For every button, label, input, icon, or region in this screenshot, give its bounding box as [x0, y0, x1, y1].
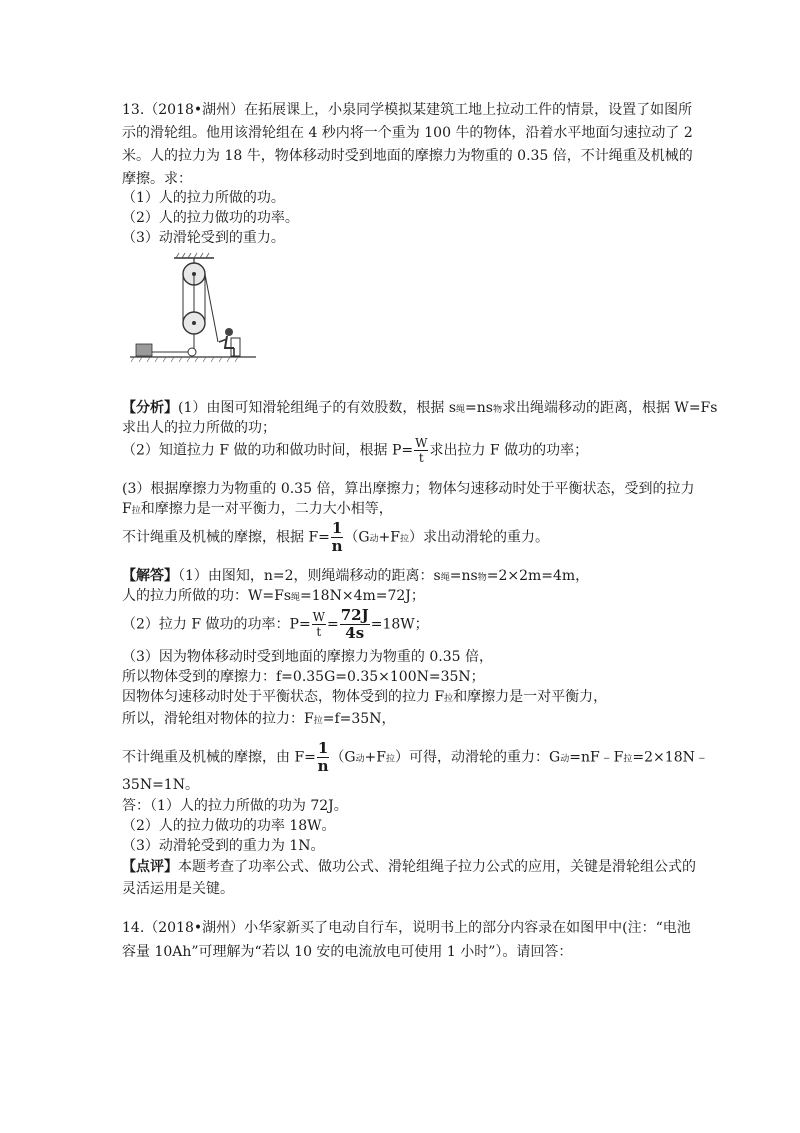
sol-frac-denominator-n: n: [317, 757, 329, 775]
solution-l3a: （2）拉力 F 做功的功率：P=: [122, 616, 311, 633]
answer-line-3: （3）动滑轮受到的重力为 1N。: [122, 838, 325, 854]
sol-frac-numerator-w: W: [312, 610, 326, 624]
comment-heading: 【点评】: [122, 859, 178, 875]
analysis-line-1: [122, 399, 717, 419]
sol-frac-numerator-1: 1: [317, 739, 329, 757]
solution-l1b: =ns: [449, 568, 478, 584]
q13-stem-line-4: 摩擦。求：: [122, 171, 192, 187]
comment-line-2: 灵活运用是关键。: [122, 881, 234, 897]
analysis-l6c: +F: [378, 529, 400, 546]
solution-line-7: [122, 710, 395, 730]
analysis-l1c: 求出绳端移动的距离，根据 W=Fs: [501, 400, 718, 416]
frac-denominator-n: n: [331, 537, 343, 555]
answer-line-1: 答：（1）人的拉力所做的功为 72J。: [122, 798, 348, 814]
analysis-line-4: (3）根据摩擦力为物重的 0.35 倍，算出摩擦力；物体匀速移动时处于平衡状态，受到的拉力: [122, 481, 695, 497]
solution-l8d: ）可得，动滑轮的重力：G: [395, 749, 561, 766]
analysis-line-6: [122, 521, 549, 554]
solution-line-8: [122, 741, 709, 774]
solution-l1a: （1）由图知，n=2，则绳端移动的距离：s: [178, 568, 441, 584]
solution-l1c: =2×2m=4m，: [486, 568, 590, 584]
q13-stem-line-1: 13.（2018•湖州）在拓展课上，小泉同学模拟某建筑工地上拉动工件的情景，设置了如图所: [122, 102, 693, 118]
solution-l8c: +F: [364, 749, 386, 766]
analysis-l1b: =ns: [465, 400, 493, 416]
solution-l3b: =18W；: [370, 616, 429, 633]
analysis-line-3: [122, 437, 588, 464]
sol-frac-denominator-t: t: [316, 625, 322, 639]
solution-heading: 【解答】: [122, 568, 178, 584]
q13-stem-line-3: 米。人的拉力为 18 牛，物体移动时受到地面的摩擦力为物重的 0.35 倍，不计绳重及机械的: [122, 148, 693, 164]
analysis-l5b: 和摩擦力是一对平衡力，二力大小相等，: [140, 501, 393, 517]
solution-l8f: =2×18N﹣: [632, 749, 709, 766]
solution-fraction-w-t: [312, 611, 326, 638]
analysis-line-2: 求出人的拉力所做的功；: [122, 420, 276, 436]
solution-sub-rope: 绳: [440, 573, 450, 583]
solution-sub-pull-2: 拉: [313, 716, 323, 726]
analysis-line-5: [122, 500, 393, 520]
pulley-system-figure: [130, 252, 256, 380]
frac-denominator-4s: 4s: [345, 624, 365, 642]
q13-question-2: （2）人的拉力做功的功率。: [122, 210, 299, 226]
solution-l6a: 因物体匀速移动时处于平衡状态，物体受到的拉力 F: [122, 689, 445, 705]
analysis-l6a: 不计绳重及机械的摩擦，根据 F=: [122, 529, 330, 546]
q14-stem-line-2: 容量 10Ah”可理解为“若以 10 安的电流放电可使用 1 小时”）。请回答：: [122, 944, 573, 960]
q14-stem-line-1: 14.（2018•湖州）小华家新买了电动自行车，说明书上的部分内容录在如图甲中(注：“电池: [122, 920, 691, 936]
frac-denominator-t: t: [418, 451, 424, 465]
analysis-sub-pull: 拉: [131, 506, 141, 516]
analysis-heading: 【分析】: [122, 400, 178, 416]
solution-sub-pull-3: 拉: [386, 754, 396, 765]
analysis-sub-dyn: 动: [369, 534, 379, 545]
analysis-l6d: ）求出动滑轮的重力。: [409, 529, 550, 546]
frac-numerator-w: W: [415, 436, 428, 450]
solution-line-4: （3）因为物体移动时受到地面的摩擦力为物重的 0.35 倍，: [122, 649, 493, 665]
solution-fraction-1-n: [317, 741, 329, 774]
solution-l7a: 所以，滑轮组对物体的拉力：F: [122, 711, 314, 727]
solution-line-9: 35N=1N。: [122, 777, 199, 793]
solution-sub-dyn-2: 动: [560, 754, 570, 765]
solution-sub-obj: 物: [477, 573, 487, 583]
solution-line-3: [122, 608, 429, 641]
analysis-sub-rope: 绳: [456, 405, 466, 415]
analysis-sub-pull-2: 拉: [400, 534, 410, 545]
q13-question-3: （3）动滑轮受到的重力。: [122, 230, 285, 246]
analysis-fraction-1-n: [331, 521, 343, 554]
solution-line-6: [122, 688, 607, 708]
analysis-l6b: （G: [344, 529, 370, 546]
solution-sub-rope-2: 绳: [291, 593, 301, 603]
q13-question-1: （1）人的拉力所做的功。: [122, 190, 285, 206]
solution-sub-dyn: 动: [355, 754, 365, 765]
solution-line-1: [122, 567, 589, 587]
q13-stem-line-2: 示的滑轮组。他用该滑轮组在 4 秒内将一个重为 100 牛的物体，沿着水平地面匀速拉动了 2: [122, 125, 693, 141]
analysis-sub-obj: 物: [492, 405, 502, 415]
comment-l1: 本题考查了功率公式、做功公式、滑轮组绳子拉力公式的应用，关键是滑轮组公式的: [178, 859, 696, 875]
analysis-l1a: (1）由图可知滑轮组绳子的有效股数，根据 s: [178, 400, 457, 416]
solution-line-5: 所以物体受到的摩擦力：f=0.35G=0.35×100N=35N；: [122, 669, 485, 685]
comment-line-1: [122, 858, 696, 876]
solution-l8e: =nF﹣F: [569, 749, 624, 766]
solution-l2a: 人的拉力所做的功：W=Fs: [122, 588, 292, 604]
frac-numerator-72j: 72J: [340, 606, 369, 624]
solution-fraction-72j-4s: [340, 608, 370, 641]
solution-l3mid: =: [327, 616, 339, 633]
solution-l6b: 和摩擦力是一对平衡力，: [453, 689, 608, 705]
solution-sub-pull: 拉: [444, 694, 454, 704]
analysis-fraction-w-t: [414, 437, 428, 464]
solution-l8b: （G: [330, 749, 356, 766]
analysis-l5a: F: [122, 501, 132, 517]
analysis-l3b: 求出拉力 F 做功的功率；: [429, 442, 589, 459]
solution-l2b: =18N×4m=72J；: [300, 588, 425, 604]
solution-line-2: [122, 587, 425, 607]
solution-sub-pull-4: 拉: [623, 754, 633, 765]
solution-l8a: 不计绳重及机械的摩擦，由 F=: [122, 749, 316, 766]
analysis-l3a: （2）知道拉力 F 做的功和做功时间，根据 P=: [122, 442, 414, 459]
answer-line-2: （2）人的拉力做功的功率 18W。: [122, 818, 336, 834]
solution-l7b: =f=35N，: [322, 711, 396, 727]
frac-numerator-1: 1: [331, 519, 343, 537]
